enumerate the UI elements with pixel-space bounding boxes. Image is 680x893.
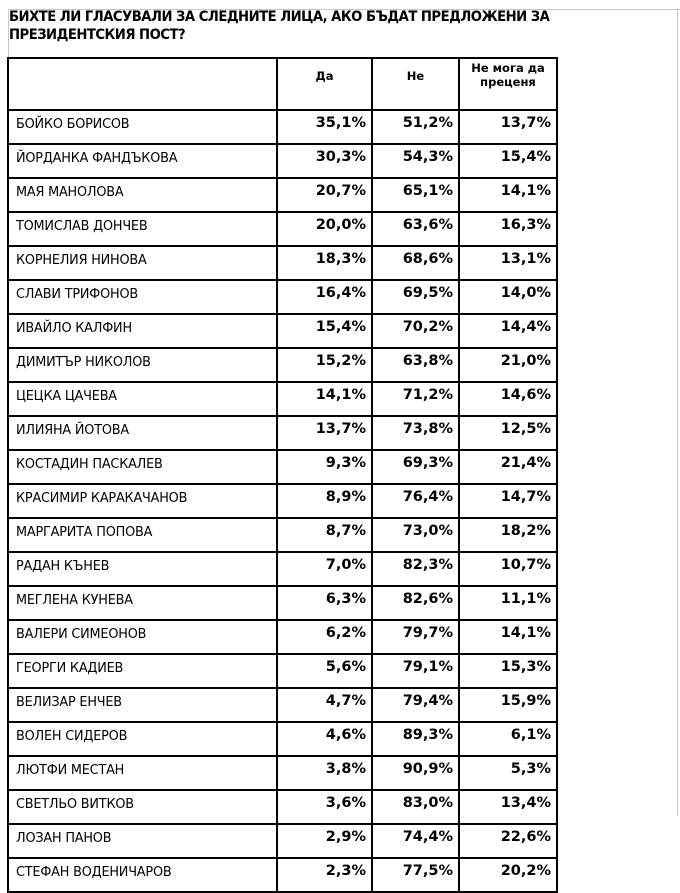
poll-results-table [7,57,558,893]
yes-percent-cell: 4,6% [277,722,372,756]
table-row [8,212,557,246]
table-row [8,484,557,518]
candidate-name-text: ЛЮТФИ МЕСТАН [16,762,125,778]
unsure-percent-cell: 14,0% [459,280,557,314]
no-percent-cell: 89,3% [372,722,459,756]
unsure-percent-cell: 14,4% [459,314,557,348]
table-row [8,518,557,552]
candidate-name-cell [8,586,277,620]
unsure-percent-cell: 12,5% [459,416,557,450]
candidate-name-text: МАЯ МАНОЛОВА [16,184,124,200]
table-row [8,722,557,756]
unsure-percent-cell: 13,1% [459,246,557,280]
unsure-percent-cell: 14,7% [459,484,557,518]
candidate-name-cell [8,212,277,246]
table-body [8,110,557,892]
no-percent-cell: 74,4% [372,824,459,858]
yes-percent-cell: 15,4% [277,314,372,348]
candidate-name-cell [8,178,277,212]
unsure-percent-cell: 16,3% [459,212,557,246]
candidate-name-text: ВЕЛИЗАР ЕНЧЕВ [16,694,122,710]
no-percent-cell: 70,2% [372,314,459,348]
candidate-name-text: МЕГЛЕНА КУНЕВА [16,592,133,608]
table-row [8,552,557,586]
table-row [8,756,557,790]
candidate-name-cell [8,790,277,824]
no-percent-cell: 79,7% [372,620,459,654]
yes-percent-cell: 7,0% [277,552,372,586]
no-percent-cell: 73,0% [372,518,459,552]
candidate-name-cell [8,518,277,552]
yes-percent-cell: 20,0% [277,212,372,246]
table-row [8,450,557,484]
candidate-name-text: ЙОРДАНКА ФАНДЪКОВА [16,150,178,166]
unsure-percent-cell: 5,3% [459,756,557,790]
unsure-percent-cell: 6,1% [459,722,557,756]
header-unsure [459,58,557,110]
no-percent-cell: 63,8% [372,348,459,382]
page-frame-right-edge [677,9,678,816]
yes-percent-cell: 3,6% [277,790,372,824]
unsure-percent-cell: 15,9% [459,688,557,722]
yes-percent-cell: 2,9% [277,824,372,858]
no-percent-cell: 54,3% [372,144,459,178]
no-percent-cell: 63,6% [372,212,459,246]
table-row [8,280,557,314]
yes-percent-cell: 6,2% [277,620,372,654]
no-percent-cell: 82,3% [372,552,459,586]
candidate-name-text: ДИМИТЪР НИКОЛОВ [16,354,151,370]
unsure-percent-cell: 13,4% [459,790,557,824]
yes-percent-cell: 3,8% [277,756,372,790]
candidate-name-text: РАДАН КЪНЕВ [16,558,110,574]
unsure-percent-cell: 14,1% [459,620,557,654]
yes-percent-cell: 6,3% [277,586,372,620]
no-percent-cell: 79,1% [372,654,459,688]
unsure-percent-cell: 14,1% [459,178,557,212]
table-row [8,246,557,280]
candidate-name-cell [8,110,277,144]
no-percent-cell: 82,6% [372,586,459,620]
candidate-name-text: ИВАЙЛО КАЛФИН [16,320,132,336]
candidate-name-text: ВАЛЕРИ СИМЕОНОВ [16,626,147,642]
unsure-percent-cell: 10,7% [459,552,557,586]
unsure-percent-cell: 15,3% [459,654,557,688]
table-row [8,382,557,416]
candidate-name-cell [8,348,277,382]
candidate-name-cell [8,654,277,688]
header-unsure-line-1: Не мога да [471,61,545,75]
title-line-2: ПРЕЗИДЕНТСКИЯ ПОСТ? [9,27,186,43]
no-percent-cell: 79,4% [372,688,459,722]
yes-percent-cell: 8,7% [277,518,372,552]
table-row [8,416,557,450]
candidate-name-cell [8,620,277,654]
yes-percent-cell: 8,9% [277,484,372,518]
table-row [8,654,557,688]
no-percent-cell: 65,1% [372,178,459,212]
candidate-name-text: СЛАВИ ТРИФОНОВ [16,286,139,302]
candidate-name-text: КОРНЕЛИЯ НИНОВА [16,252,147,268]
yes-percent-cell: 15,2% [277,348,372,382]
candidate-name-cell [8,756,277,790]
no-percent-cell: 73,8% [372,416,459,450]
candidate-name-text: БОЙКО БОРИСОВ [16,116,130,132]
candidate-name-text: ТОМИСЛАВ ДОНЧЕВ [16,218,148,234]
candidate-name-cell [8,484,277,518]
candidate-name-cell [8,824,277,858]
table-row [8,858,557,892]
table-row [8,314,557,348]
yes-percent-cell: 14,1% [277,382,372,416]
table-row [8,144,557,178]
candidate-name-cell [8,688,277,722]
table-header-row [8,58,557,110]
unsure-percent-cell: 20,2% [459,858,557,892]
table-row [8,688,557,722]
title-line-1: БИХТЕ ЛИ ГЛАСУВАЛИ ЗА СЛЕДНИТЕ ЛИЦА, АКО БЪДАТ ПРЕДЛОЖЕНИ ЗА [9,9,550,25]
candidate-name-cell [8,450,277,484]
yes-percent-cell: 35,1% [277,110,372,144]
yes-percent-cell: 2,3% [277,858,372,892]
header-no: Не [372,58,459,110]
unsure-percent-cell: 18,2% [459,518,557,552]
candidate-name-text: СВЕТЛЬО ВИТКОВ [16,796,134,812]
header-yes: Да [277,58,372,110]
candidate-name-cell [8,382,277,416]
header-name [8,58,277,110]
candidate-name-text: ГЕОРГИ КАДИЕВ [16,660,124,676]
unsure-percent-cell: 15,4% [459,144,557,178]
unsure-percent-cell: 11,1% [459,586,557,620]
candidate-name-cell [8,416,277,450]
yes-percent-cell: 9,3% [277,450,372,484]
table-row [8,790,557,824]
unsure-percent-cell: 13,7% [459,110,557,144]
candidate-name-cell [8,552,277,586]
no-percent-cell: 68,6% [372,246,459,280]
no-percent-cell: 69,5% [372,280,459,314]
candidate-name-text: ЛОЗАН ПАНОВ [16,830,112,846]
table-row [8,348,557,382]
unsure-percent-cell: 21,4% [459,450,557,484]
unsure-percent-cell: 14,6% [459,382,557,416]
candidate-name-cell [8,280,277,314]
table-row [8,586,557,620]
yes-percent-cell: 18,3% [277,246,372,280]
yes-percent-cell: 20,7% [277,178,372,212]
candidate-name-text: ВОЛЕН СИДЕРОВ [16,728,128,744]
no-percent-cell: 77,5% [372,858,459,892]
unsure-percent-cell: 21,0% [459,348,557,382]
candidate-name-cell [8,722,277,756]
table-row [8,178,557,212]
candidate-name-text: СТЕФАН ВОДЕНИЧАРОВ [16,864,172,880]
yes-percent-cell: 5,6% [277,654,372,688]
table-row [8,620,557,654]
candidate-name-cell [8,314,277,348]
no-percent-cell: 90,9% [372,756,459,790]
yes-percent-cell: 4,7% [277,688,372,722]
no-percent-cell: 83,0% [372,790,459,824]
candidate-name-cell [8,246,277,280]
header-unsure-line-2: преценя [480,75,536,89]
no-percent-cell: 51,2% [372,110,459,144]
candidate-name-text: КОСТАДИН ПАСКАЛЕВ [16,456,163,472]
no-percent-cell: 71,2% [372,382,459,416]
table-row [8,824,557,858]
table-row [8,110,557,144]
yes-percent-cell: 30,3% [277,144,372,178]
unsure-percent-cell: 22,6% [459,824,557,858]
candidate-name-text: ЦЕЦКА ЦАЧЕВА [16,388,117,404]
candidate-name-text: ИЛИЯНА ЙОТОВА [16,422,129,438]
no-percent-cell: 76,4% [372,484,459,518]
candidate-name-cell [8,144,277,178]
candidate-name-cell [8,858,277,892]
no-percent-cell: 69,3% [372,450,459,484]
yes-percent-cell: 13,7% [277,416,372,450]
poll-question-title [9,8,623,44]
candidate-name-text: КРАСИМИР КАРАКАЧАНОВ [16,490,188,506]
candidate-name-text: МАРГАРИТА ПОПОВА [16,524,153,540]
yes-percent-cell: 16,4% [277,280,372,314]
